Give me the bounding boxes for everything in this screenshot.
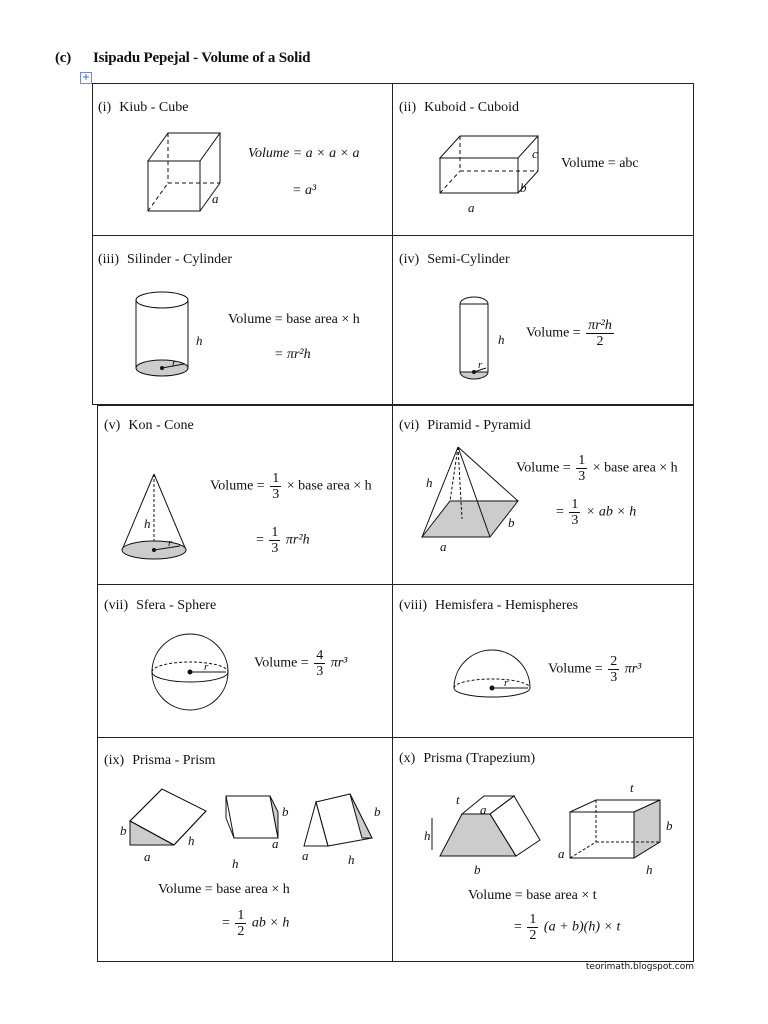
trapezium-prism-volume-formula: Volume = base area × t <box>468 888 597 903</box>
cylinder-volume-simplified: = πr²h <box>274 347 311 362</box>
cuboid-length-label: a <box>468 200 475 215</box>
trapezium-1-side-label: a <box>480 802 487 817</box>
sphere-radius-label: r <box>204 661 209 673</box>
prism-2-base-label: a <box>272 836 279 851</box>
trapezium-2-length-label: t <box>630 780 634 795</box>
cell-title-trapezium-prism: (x) Prisma (Trapezium) <box>399 751 536 766</box>
hemisphere-diagram <box>452 640 542 710</box>
cube-diagram <box>140 125 240 215</box>
row-divider <box>92 235 694 236</box>
cube-volume-simplified: = a³ <box>292 183 317 198</box>
hemisphere-volume-formula: Volume = $\frac{2}{3}$ πr³ <box>548 654 642 685</box>
cone-radius-label: r <box>168 537 173 549</box>
trapezium-2-height-label: h <box>646 862 653 877</box>
cell-title-cube: (i) Kiub - Cube <box>98 100 189 115</box>
row-divider <box>97 584 694 585</box>
pyramid-length-label: a <box>440 539 447 554</box>
cell-title-cuboid: (ii) Kuboid - Cuboid <box>399 100 519 115</box>
pyramid-width-label: b <box>508 515 515 530</box>
hemisphere-radius-label: r <box>504 677 509 689</box>
cuboid-volume-formula: Volume = abc <box>561 156 639 171</box>
row-divider <box>97 737 694 738</box>
cone-volume-simplified: = $\frac{1}{3}$ πr²h <box>256 525 310 556</box>
column-divider <box>392 83 393 405</box>
sphere-volume-formula: Volume = $\frac{4}{3}$ πr³ <box>254 648 348 679</box>
prism-1-base-label: a <box>144 849 151 864</box>
source-credit: teorimath.blogspot.com <box>585 962 694 972</box>
prism-volume-formula: Volume = base area × h <box>158 882 290 897</box>
pyramid-diagram <box>418 445 528 555</box>
trapezium-1-top-label: t <box>456 792 460 807</box>
cylinder-height-label: h <box>196 333 203 348</box>
cuboid-width-label: b <box>520 180 527 195</box>
cell-title-cylinder: (iii) Silinder - Cylinder <box>98 252 232 267</box>
trapezium-2-side-label: a <box>558 846 565 861</box>
cube-volume-formula: Volume = a × a × a <box>248 146 360 161</box>
prism-3-height-label: b <box>374 804 381 819</box>
semi-cylinder-height-label: h <box>498 332 505 347</box>
cell-title-prism: (ix) Prisma - Prism <box>104 753 216 768</box>
cell-title-cone: (v) Kon - Cone <box>104 418 194 433</box>
pyramid-volume-simplified: = $\frac{1}{3}$ × ab × h <box>556 497 637 528</box>
sphere-diagram <box>150 628 240 718</box>
prism-diagram-1 <box>118 785 208 864</box>
cylinder-radius-label: r <box>172 357 177 369</box>
prism-3-length-label: h <box>348 852 355 867</box>
prism-diagram-3 <box>298 788 388 868</box>
cell-title-pyramid: (vi) Piramid - Pyramid <box>399 418 531 433</box>
pyramid-volume-formula: Volume = $\frac{1}{3}$ × base area × h <box>516 453 678 484</box>
prism-diagram-2 <box>212 790 292 870</box>
cube-side-label: a <box>212 191 219 206</box>
section-title: Isipadu Pepejal - Volume of a Solid <box>93 50 311 66</box>
column-divider <box>392 405 393 962</box>
cone-height-label: h <box>144 516 151 531</box>
trapezium-prism-volume-simplified: = $\frac{1}{2}$ (a + b)(h) × t <box>514 912 621 943</box>
trapezium-1-bottom-label: b <box>474 862 481 877</box>
trapezium-prism-diagram-1 <box>422 790 552 875</box>
prism-2-length-label: h <box>232 856 239 871</box>
cuboid-diagram <box>432 128 562 213</box>
prism-volume-simplified: = $\frac{1}{2}$ ab × h <box>222 908 290 939</box>
trapezium-2-width-label: b <box>666 818 673 833</box>
prism-3-base-label: a <box>302 848 309 863</box>
semi-cylinder-radius-label: r <box>478 359 483 371</box>
pyramid-height-label: h <box>426 475 433 490</box>
cylinder-volume-formula: Volume = base area × h <box>228 312 360 327</box>
prism-2-height-label: b <box>282 804 289 819</box>
trapezium-1-height-label: h <box>424 828 431 843</box>
semi-cylinder-diagram <box>452 292 522 392</box>
table-move-handle-icon[interactable]: + <box>81 72 91 83</box>
cone-volume-formula: Volume = $\frac{1}{3}$ × base area × h <box>210 471 372 502</box>
section-label: (c) <box>55 50 72 66</box>
trapezium-prism-diagram-2 <box>558 778 676 877</box>
cell-title-semi-cylinder: (iv) Semi-Cylinder <box>399 252 510 267</box>
cell-title-hemisphere: (viii) Hemisfera - Hemispheres <box>399 598 579 613</box>
cell-title-sphere: (vii) Sfera - Sphere <box>104 598 217 613</box>
prism-1-height-label: b <box>120 823 127 838</box>
section-heading <box>55 50 310 67</box>
cone-diagram <box>120 470 220 570</box>
cuboid-height-label: c <box>532 146 538 161</box>
cylinder-diagram <box>132 290 222 390</box>
prism-1-length-label: h <box>188 833 195 848</box>
semi-cylinder-volume-formula: Volume = $\frac{\text{πr²h}}{2}$ <box>526 318 612 349</box>
